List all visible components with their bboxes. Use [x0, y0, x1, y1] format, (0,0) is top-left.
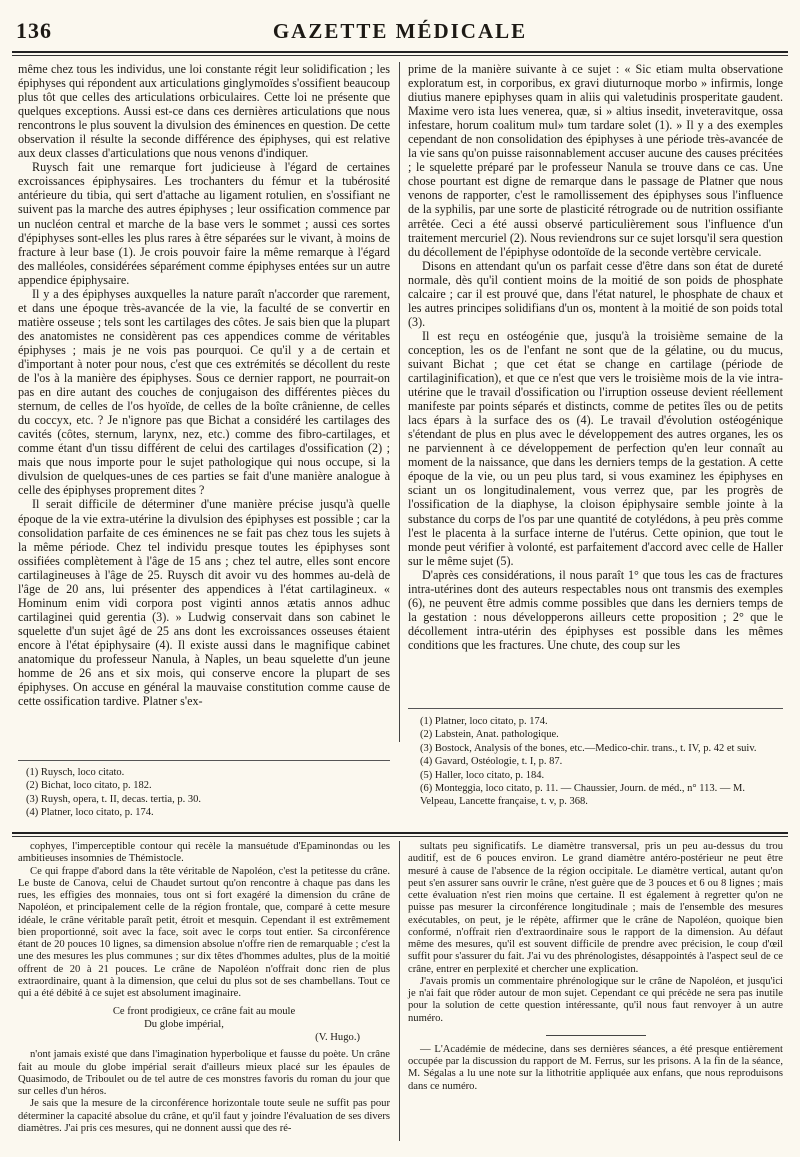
lower-left-column	[18, 841, 390, 1135]
column-divider	[399, 62, 400, 742]
footnote: (2) Bichat, loco citato, p. 182.	[26, 780, 152, 792]
paragraph: même chez tous les individus, une loi constante régit leur solidification ; les épiphyses qui répondent aux articulations ginglymoïdes s'ossifient beaucoup plus tôt que celles des articulations orbiculaires. Cette loi ne présente que quelques exceptions. Aussi est-ce dans ces dernières articulations que nous rencontrons le plus souvent la divulsion des éminences en question. De cette observation il résulte la seconde différence des épiphyses, qui est relative aux deux classes d'articulations que nous venons d'indiquer.	[18, 62, 390, 161]
column-divider-lower	[399, 841, 400, 1141]
footnote: (4) Gavard, Ostéologie, t. I, p. 87.	[420, 756, 563, 768]
note-separator	[546, 1035, 646, 1036]
footnote-rule-left	[18, 760, 390, 761]
paragraph: Je sais que la mesure de la circonférence horizontale toute seule ne suffit pas pour déterminer la capacité absolue du crâne, et qu'il faut y joindre l'évaluation de ses divers diamètres. J'ai pris ces mesures, qui ne donnent aussi que des ré-	[18, 1098, 390, 1134]
paragraph: prime de la manière suivante à ce sujet : « Sic etiam multa observatione exploratum est, in corporibus, ex gravi diuturnoque morbo » infirmis, longe diutius manere epiphyses quam in aliis qui valetudinis prosperitate gaudent. Maxime vero ista lues venerea, quæ, si » altius insedit, inveteravitque, ossa infestare, horum coalitum mul» tum tardare solet (1). » Il y a des exemples cependant de non consolidation des épiphyses à une période très-avancée de la vie sans qu'on puisse raisonnablement accuser aucune des causes précitées ; le squelette préparé par le professeur Nanula se trouve dans ce cas. Une chose pourtant est digne de remarque dans le passage de Platner que nous venons de rapporter, c'est le ramollissement des épiphyses sous l'influence de la syphilis, par une sorte de plasticité rétrograde ou de nutrition ossifiante arrêtée. Ceci a été aussi observé particulièrement sous l'influence d'un traitement mercuriel (2). Nous reviendrons sur ce sujet lorsqu'il sera question du décollement de l'épiphyse odontoïde de la seconde vertèbre cervicale.	[408, 62, 783, 259]
footnote-rule-right	[408, 708, 783, 709]
paragraph: Il est reçu en ostéogénie que, jusqu'à la troisième semaine de la conception, les os de l'enfant ne sont que de la gélatine, ou du mucus, suivant Bichat ; que cet état se change en cartilage (période de cartilaginification), et que ce n'est que vers le troisième mois de la vie intra-utérine que le travail d'ossification ou l'irruption osseuse devient réellement manifeste par points séparés et distincts, comme de petites îles ou de petits lacs épars à la surface des os (4). Le travail d'évolution ostéogénique s'étendant de plus en plus avec le développement des autres organes, les os ne parviennent à ce développement de perfection qu'en leur connaît au moment de la naissance, que dans les derniers temps de la gestation. A cette époque de la vie, ou un peu plus tard, si vous examinez les épiphyses en sciant un os longitudinalement, vous verrez que, par les progrès de l'ossification de la diaphyse, la cloison épiphysaire semble jointe à la substance du corps de l'os par une quantité de cotylédons, à peu près comme l'est le placenta à la surface interne de l'utérus. Cette opinion, que tout le monde peut vérifier à volonté, est parfaitement d'accord avec celle de Haller sur le même sujet (5).	[408, 328, 783, 568]
footnote: (1) Platner, loco citato, p. 174.	[420, 716, 548, 727]
verse-line: Ce front prodigieux, ce crâne fait au moule	[112, 1006, 296, 1018]
verse-quote	[18, 1005, 390, 1044]
paragraph: D'après ces considérations, il nous paraît 1° que tous les cas de fractures intra-utérines dont des auteurs respectables nous ont transmis des exemples (6), ne peuvent être admis comme possibles que dans les derniers temps de la gestation : nous développerons ailleurs cette proposition ; 2° que le décollement intra-utérin des épiphyses est possible dans les mêmes conditions que les fractures. Une chute, des coup sur les	[408, 567, 783, 652]
paragraph: Disons en attendant qu'un os parfait cesse d'être dans son état de dureté normale, dès qu'il contient moins de la moitié de son poids de phosphate calcaire ; car il est prouvé que, dans l'état naturel, le phosphate de chaux et les autres principes solidifians d'un os, montent à la moitié de son poids total (3).	[408, 258, 783, 329]
section-rule-thin	[12, 836, 788, 837]
footnote: (3) Bostock, Analysis of the bones, etc.—Medico-chir. trans., t. IV, p. 42 et suiv.	[420, 742, 757, 754]
footnote: (6) Monteggia, loco citato, p. 11. — Chaussier, Journ. de méd., n° 113. — M. Velpeau, Lancette française, t. v, p. 368.	[420, 783, 745, 808]
verse-attribution: (V. Hugo.)	[315, 1032, 360, 1044]
paragraph: Ruysch fait une remarque fort judicieuse à l'égard de certaines excroissances épiphysaires. Les trochanters du fémur et la tubérosité antérieure du tibia, qui sert d'attache au ligament rotulien, en s'ossifiant ne suivent pas la marche des autres épiphyses ; leur ossification commence par un nucléon central et marche de la base vers le sommet ; aussi ces sortes d'épiphyses sont-elles les plus rares à être séparées sur le vivant, à moins de fracture à leur base (1). Je crois pouvoir faire la même remarque à l'égard des malléoles, considérées séparément comme épiphyses entées sur un autre appendice épiphysaire.	[18, 160, 390, 287]
paragraph: Il y a des épiphyses auxquelles la nature paraît n'accorder que rarement, et dans une époque très-avancée de la vie, la faculté de se convertir en matière osseuse ; tels sont les cartilages des côtes. Je sais bien que la plupart des anatomistes ne considèrent pas ces appendices comme de véritables épiphyses ; mais je ne vois pas pourquoi. Ce qu'il y a de certain et d'important à noter pour nous, c'est que ces extrémités se décollent du reste de l'os à la manière des épiphyses. Sous ce dernier rapport, ne pourrait-on pas en dire autant des couches de conjugaison des différentes pièces du sternum, de celles de l'os hyoïde, de celles de la boîte crânienne, de celles du coccyx, etc. ? Je n'ignore pas que Bichat a considéré les cartilages des cavités (côtes, sternum, larynx, nez, etc.) comme des fibro-cartilages, et comme étant d'un tissu différent de celui des cartilages d'ossification (2) ; mais que nous importe pour le sujet pathologique qui nous occupe, si la divulsion de quelques-unes de ces parties se fait d'une manière analogue à celle des épiphyses proprement dites ?	[18, 286, 390, 498]
upper-right-column	[408, 62, 783, 652]
footnote: (2) Labstein, Anat. pathologique.	[420, 729, 559, 741]
section-rule	[12, 832, 788, 834]
lower-right-column	[408, 841, 783, 1093]
academy-note: — L'Académie de médecine, dans ses dernières séances, a été presque entièrement occupée par la discussion du rapport de M. Ferrus, sur les prisons. A la fin de la séance, M. Ségalas a lu une note sur la lithotritie appliquée aux enfans, que nous reproduisons dans ce numéro.	[408, 1043, 783, 1092]
header-rule-thin	[12, 55, 788, 56]
journal-title: GAZETTE MÉDICALE	[272, 19, 528, 43]
upper-left-column	[18, 62, 390, 708]
paragraph: Il serait difficile de déterminer d'une manière précise jusqu'à quelle époque de la vie extra-utérine la divulsion des épiphyses est possible ; car la consolidation parfaite de ces éminences ne se fait pas chez tous les sujets à la même période. Chez tel individu presque toutes les épiphyses sont ossifiées complètement à l'âge de 15 ans ; chez tel autre, elles sont encore cartilagineuses à l'âge de 25. Ruysch dit avoir vu des hommes au-delà de l'âge de 20 ans, lui présenter des appendices à l'état cartilagineux. « Hominum enim vidi corpora post viginti annos ætatis annos adhuc cartilaginei quid gerentia (3). » Ludwig conservait dans son cabinet le squelette d'un sujet âgé de 25 ans dont les excroissances osseuses étaient encore à l'état épiphysaire (4). Il existe aussi dans le magnifique cabinet anatomique du professeur Nanula, à Naples, un beau squelette d'un jeune homme de 26 ans et six mois, qui conserve encore la plupart de ses épiphyses. On accuse en général la mauvaise constitution comme cause de cette ossification tardive. Platner s'ex-	[18, 497, 390, 709]
paragraph: cophyes, l'imperceptible contour qui recèle la mansuétude d'Epaminondas ou les ambitieuses insomnies de Thémistocle.	[18, 841, 390, 865]
footnote: (1) Ruysch, loco citato.	[26, 767, 125, 778]
page-header	[12, 18, 788, 48]
paragraph: sultats peu significatifs. Le diamètre transversal, pris un peu au-dessus du trou auditif, est de 6 pouces environ. Le grand diamètre antéro-postérieur ne peut être mesuré à cause de l'absence de la région occipitale. Le diamètre vertical, autant qu'on peut s'en assurer sans ouvrir le crâne, n'est guère que de 3 pouces et 6 ou 8 lignes ; mais cette évaluation n'est rien moins que certaine. Il est également à regretter qu'on ne puisse pas mesurer la circonférence longitudinale ; mais de l'ensemble des mesures exécutables, on peut, je le répète, affirmer que le crâne de Napoléon, quoique bien conformé, n'offrait rien d'extraordinaire sous le rapport de la dimension. Au défaut même des mesures, qu'il est souvent difficile de prendre avec précision, le coup d'œil suffit pour s'assurer du fait. J'ai vu des phrénologistes, désappointés à l'aspect seul de ce crâne, entrer en perplexité et chercher une explication.	[408, 841, 783, 975]
paragraph: J'avais promis un commentaire phrénologique sur le crâne de Napoléon, et jusqu'ici je n'ai fait que rôder autour de mon sujet. Cependant ce qui précède ne sera pas inutile pour la solution de cette question intéressante, qu'il nous faut renvoyer à un autre numéro.	[408, 975, 783, 1024]
header-rule	[12, 51, 788, 53]
footnotes-right	[420, 715, 782, 809]
footnote: (4) Platner, loco citato, p. 174.	[26, 807, 154, 819]
page-number: 136	[16, 18, 52, 43]
verse-line: Du globe impérial,	[144, 1019, 224, 1031]
footnote: (5) Haller, loco citato, p. 184.	[420, 769, 545, 781]
footnotes-left	[26, 766, 390, 820]
paragraph: n'ont jamais existé que dans l'imagination hyperbolique et fausse du poète. Un crâne fait au moule du globe impérial serait d'ailleurs mieux placé sur les épaules de Quasimodo, de Triboulet ou de tel autre de ces monstres favoris du roman du jour que sur celles d'un héros.	[18, 1049, 390, 1097]
footnote: (3) Ruysh, opera, t. II, decas. tertia, p. 30.	[26, 793, 201, 805]
paragraph: Ce qui frappe d'abord dans la tête véritable de Napoléon, c'est la petitesse du crâne. Le buste de Canova, celui de Chaudet surtout qu'on rencontre à chaque pas dans les rues, les effigies des monnaies, tous ont si fort exagéré la dimension du crâne de Napoléon, et principalement celle de la région frontale, que, comparé à cette mesure idéale, le crâne véritable paraît petit, étroit et mesquin. Cependant il est extrêmement bien proportionné, soit avec la face, soit avec le corps tout entier. Sa circonférence étant de 20 pouces 10 lignes, sa dimension absolue n'offre rien de remarquable ; c'est la une des mesures les plus communes ; sur dix têtes d'hommes adultes, plus de la moitié offrent de 20 à 21 pouces. Le crâne de Napoléon n'offrait donc rien de plus extraordinaire, quant à la dimension, que celui du plus sot de ses chambellans. Tout ce qui a été débité à ce sujet est absolument imaginaire.	[18, 865, 390, 999]
